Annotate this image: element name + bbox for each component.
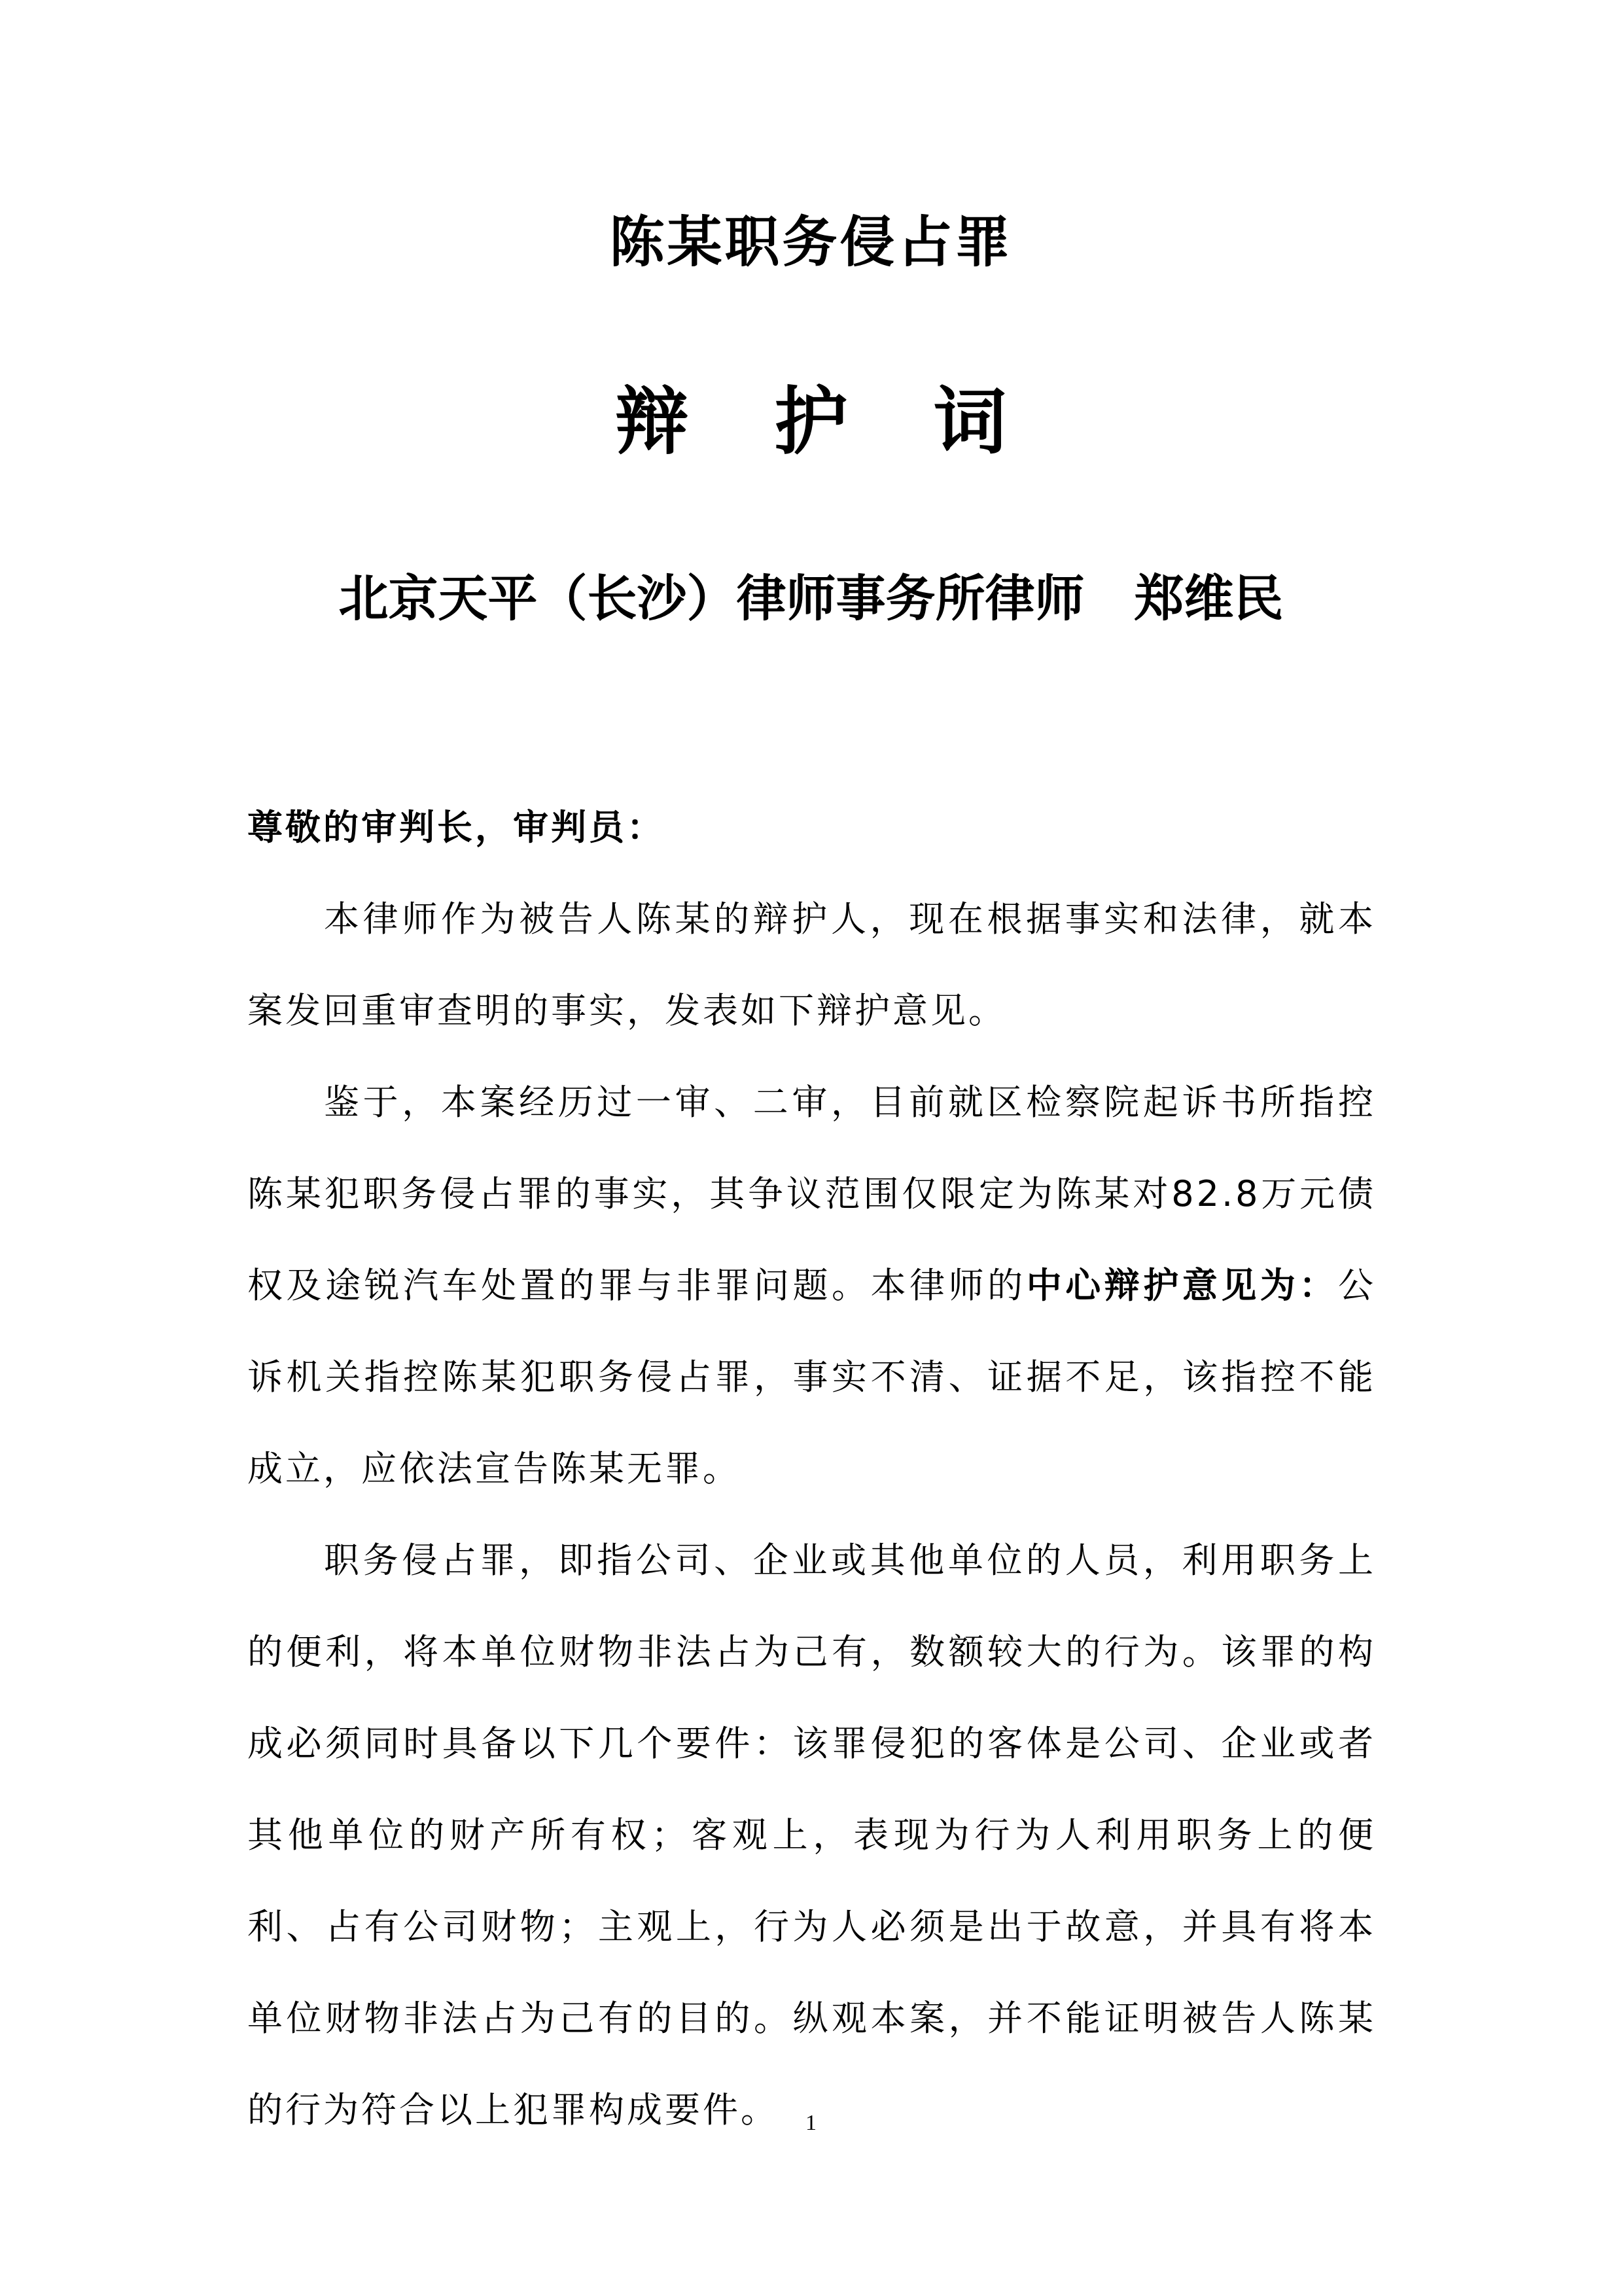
central-opinion-label: 中心辩护意见为：	[1026, 1265, 1339, 1306]
paragraph-crime-definition: 职务侵占罪，即指公司、企业或其他单位的人员，利用职务上的便利，将本单位财物非法占为己有，数额较大的行为。该罪的构成必须同时具备以下几个要件：该罪侵犯的客体是公司、企业或者其他单位的财产所有权；客观上，表现为行为人利用职务上的便利、占有公司财物；主观上，行为人必须是出于故意，并具有将本单位财物非法占为己有的目的。纵观本案，并不能证明被告人陈某的行为符合以上犯罪构成要件。	[247, 1540, 1376, 2130]
page-number: 1	[805, 2111, 817, 2135]
paragraph-text-after: 公诉机关指控陈某犯职务侵占罪，事实不清、证据不足，该指控不能成立，应依法宣告陈某无罪。	[247, 1265, 1377, 1489]
document-subtitle: 辩 护 词	[615, 379, 1037, 465]
paragraph-text-before: 鉴于，本案经历过一审、二审，目前就区检察院起诉书所指控陈某犯职务侵占罪的事实，其争议范围仅限定为陈某对82.8万元债权及途锐汽车处置的罪与非罪问题。本律师的	[247, 1082, 1376, 1306]
paragraph-central-opinion	[247, 1057, 1376, 1515]
document-title: 陈某职务侵占罪	[609, 209, 1013, 274]
document-body	[247, 782, 1376, 2156]
salutation: 尊敬的审判长，审判员：	[247, 807, 665, 848]
author-line: 北京天平（长沙）律师事务所律师 郑维民	[338, 569, 1284, 627]
paragraph-introduction: 本律师作为被告人陈某的辩护人，现在根据事实和法律，就本案发回重审查明的事实，发表如下辩护意见。	[247, 898, 1376, 1031]
